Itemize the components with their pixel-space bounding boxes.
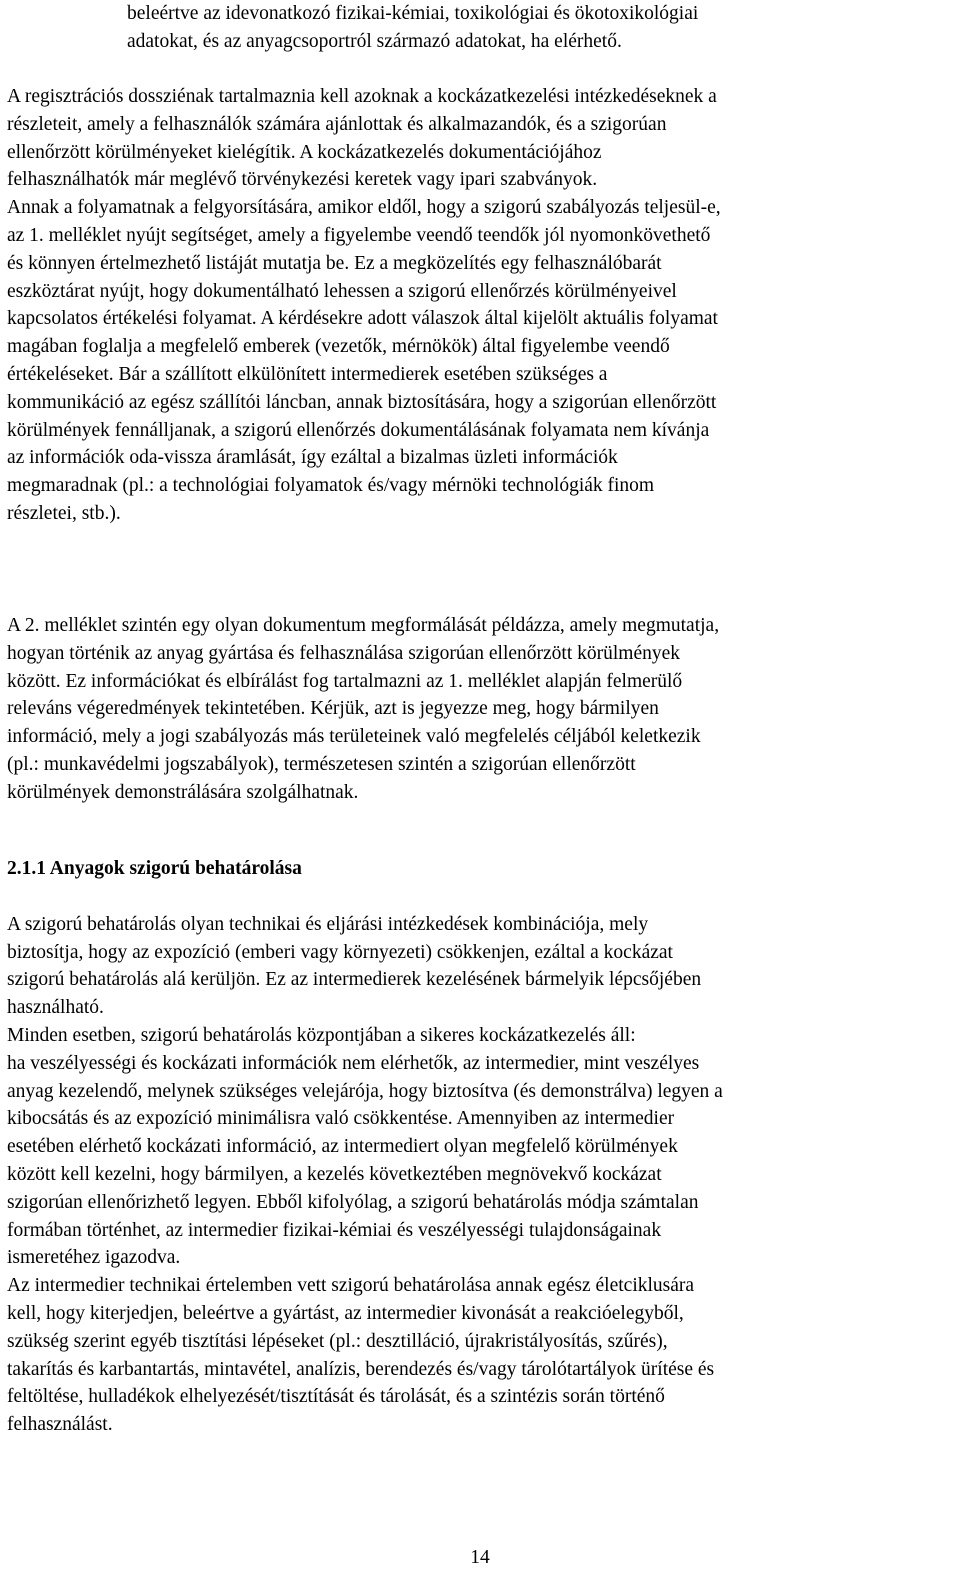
text-line: ismeretéhez igazodva. xyxy=(7,1247,181,1269)
text-line: értékeléseket. Bár a szállított elkülönített intermedierek esetében szükséges a xyxy=(7,363,608,385)
section-body xyxy=(0,883,960,1439)
page-number: 14 xyxy=(470,1547,490,1568)
text-line: megmaradnak (pl.: a technológiai folyamatok és/vagy mérnöki technológiák finom xyxy=(7,475,655,497)
text-line: magában foglalja a megfelelő emberek (vezetők, mérnökök) által figyelembe veendő xyxy=(7,336,670,358)
text-line: A 2. melléklet szintén egy olyan dokumentum megformálását példázza, amely megmutatja, xyxy=(7,615,720,636)
text-line: között kell kezelni, hogy bármilyen, a kezelés következtében megnövekvő kockázat xyxy=(7,1163,662,1185)
text-line: Annak a folyamatnak a felgyorsítására, amikor eldől, hogy a szigorú szabályozás teljesül-e, xyxy=(7,197,721,219)
text-line: használható. xyxy=(7,997,104,1019)
text-line: között. Ez információkat és elbírálást fog tartalmazni az 1. melléklet alapján felmerülő xyxy=(7,670,683,692)
text-line: biztosítja, hogy az expozíció (emberi vagy környezeti) csökkenjen, ezáltal a kockázat xyxy=(7,941,673,963)
text-line: A regisztrációs dossziénak tartalmaznia kell azoknak a kockázatkezelési intézkedéseknek a xyxy=(7,86,717,107)
text-line: A szigorú behatárolás olyan technikai és eljárási intézkedések kombinációja, mely xyxy=(7,913,649,935)
text-line: Az intermedier technikai értelemben vett szigorú behatárolása annak egész életciklusára xyxy=(7,1275,695,1297)
text-line: kapcsolatos értékelési folyamat. A kérdésekre adott válaszok által kijelölt aktuális folyamat xyxy=(7,308,718,330)
text-line: részleteit, amely a felhasználók számára ajánlottak és alkalmazandók, és a szigorúan xyxy=(7,113,667,135)
text-line: esetében elérhető kockázati információ, az intermediert olyan megfelelő körülmények xyxy=(7,1136,678,1158)
text-line: kibocsátás és az expozíció minimálisra való csökkentése. Amennyiben az intermedier xyxy=(7,1108,675,1130)
text-line: kommunikáció az egész szállítói láncban, annak biztosítására, hogy a szigorúan ellenőrzött xyxy=(7,391,717,413)
text-line: ellenőrzött körülményeket kielégítik. A kockázatkezelés dokumentációjához xyxy=(7,141,602,163)
text-line: körülmények fennálljanak, a szigorú ellenőrzés dokumentálásának folyamata nem kívánja xyxy=(7,419,710,441)
text-line: szigorú behatárolás alá kerüljön. Ez az intermedierek kezelésének bármelyik lépcsőjében xyxy=(7,969,702,991)
text-line: adatokat, és az anyagcsoportról származó adatokat, ha elérhető. xyxy=(127,30,622,52)
text-line: anyag kezelendő, melynek szükséges velejárója, hogy biztosítva (és demonstrálva) legyen a xyxy=(7,1080,723,1102)
text-line: szigorúan ellenőrizhető legyen. Ebből kifolyólag, a szigorú behatárolás módja számtalan xyxy=(7,1191,699,1213)
paragraph-registration-dossier xyxy=(0,83,960,528)
intro-continuation xyxy=(0,0,960,56)
text-line: Minden esetben, szigorú behatárolás központjában a sikeres kockázatkezelés áll: xyxy=(7,1024,636,1046)
text-line: takarítás és karbantartás, mintavétel, analízis, berendezés és/vagy tárolótartályok ürítése és xyxy=(7,1358,715,1380)
text-line: információ, mely a jogi szabályozás más területeinek való megfelelés céljából keletkezik xyxy=(7,726,701,748)
text-line: felhasználhatók már meglévő törvénykezési keretek vagy ipari szabványok. xyxy=(7,169,598,191)
text-line xyxy=(0,883,960,911)
text-line: körülmények demonstrálására szolgálhatnak. xyxy=(7,781,359,803)
text-line: felhasználást. xyxy=(7,1414,113,1436)
text-line: beleértve az idevonatkozó fizikai-kémiai, toxikológiai és ökotoxikológiai xyxy=(127,3,699,24)
section-heading: 2.1.1 Anyagok szigorú behatárolása xyxy=(7,858,302,879)
text-line: formában történhet, az intermedier fizikai-kémiai és veszélyességi tulajdonságainak xyxy=(7,1219,662,1241)
text-line: eszköztárat nyújt, hogy dokumentálható lehessen a szigorú ellenőrzés körülményeivel xyxy=(7,280,677,302)
text-line: ha veszélyességi és kockázati információk nem elérhetők, az intermedier, mint veszélyes xyxy=(7,1052,700,1074)
text-line: és könnyen értelmezhető listáját mutatja be. Ez a megközelítés egy felhasználóbarát xyxy=(7,252,662,274)
text-line: az információk oda-vissza áramlását, így ezáltal a bizalmas üzleti információk xyxy=(7,447,618,469)
text-line: feltöltése, hulladékok elhelyezését/tisztítását és tárolását, és a szintézis során történő xyxy=(7,1386,665,1408)
text-line: az 1. melléklet nyújt segítséget, amely a figyelembe veendő teendők jól nyomonkövethető xyxy=(7,224,711,246)
paragraph-annex-2 xyxy=(0,612,960,807)
text-line: hogyan történik az anyag gyártása és felhasználása szigorúan ellenőrzött körülmények xyxy=(7,642,681,664)
text-line: szükség szerint egyéb tisztítási lépéseket (pl.: desztilláció, újrakristályosítás, szűrés), xyxy=(7,1330,668,1352)
text-line: (pl.: munkavédelmi jogszabályok), természetesen szintén a szigorúan ellenőrzött xyxy=(7,753,636,775)
text-line: releváns végeredmények tekintetében. Kérjük, azt is jegyezze meg, hogy bármilyen xyxy=(7,698,659,720)
text-line: kell, hogy kiterjedjen, beleértve a gyártást, az intermedier kivonását a reakcióelegyből, xyxy=(7,1302,684,1324)
text-line: részletei, stb.). xyxy=(7,502,121,524)
